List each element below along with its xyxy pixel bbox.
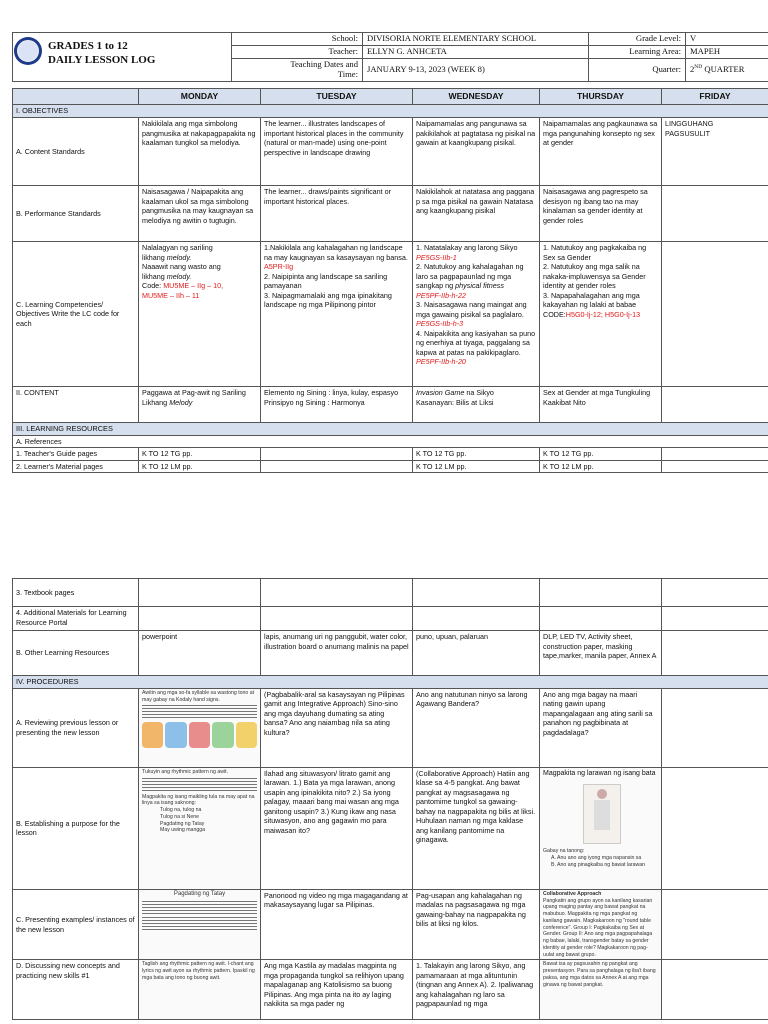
pur-monday bbox=[139, 767, 261, 889]
other-tuesday: lapis, anumang uri ng panggubit, water color, illustration board o anumang malinis na papel bbox=[261, 631, 413, 676]
lc-mon-line1: Nalalagyan ng sariling bbox=[142, 243, 213, 253]
rev-wednesday: Ano ang natutunan ninyo sa larong Agawang Bandera? bbox=[413, 688, 540, 767]
label-other-resources: B. Other Learning Resources bbox=[13, 631, 139, 676]
ex-thu-title: Collaborative Approach bbox=[543, 890, 602, 897]
pur-mon-caption2: Magpakita ng isang maikling tula na may apat na linya sa isang saknong: bbox=[142, 793, 255, 807]
rhythm-staff-icon bbox=[142, 778, 257, 792]
lc-wed-2-italic: physical fitness bbox=[455, 281, 504, 291]
label-references: A. References bbox=[13, 435, 768, 448]
ex-wednesday: Pag-usapan ang kahalagahan ng madalas na pagsasagawa ng mga gawaing-bahay na nagpapakita ng bilis at liksi ng kilos. bbox=[413, 889, 540, 960]
section-resources: III. LEARNING RESOURCES bbox=[13, 423, 768, 436]
other-wednesday: puno, upuan, palaruan bbox=[413, 631, 540, 676]
lc-wed-3: 3. Naisasagawa nang maingat ang mga gawaing pisikal sa paglalaro. bbox=[416, 300, 527, 319]
content-wed-text: na Sikyo bbox=[464, 388, 494, 398]
content-wed-1 bbox=[416, 388, 536, 398]
day-friday: FRIDAY bbox=[662, 89, 768, 105]
lc-mon-code-label: Code: bbox=[142, 281, 164, 291]
lc-thu-code bbox=[543, 310, 658, 320]
lc-thu-2: 2. Natutukoy ang mga salik na nakaka-impluwensya sa Gender identity at gender roles bbox=[543, 262, 646, 291]
tb-friday bbox=[662, 579, 768, 607]
cs-tuesday: The learner... illustrates landscapes of important historical places in the community (natural or man-made) using one-point perspective in landscape drawing bbox=[261, 118, 413, 186]
dates-label-line1: Teaching Dates and bbox=[290, 58, 358, 69]
lc-thursday bbox=[540, 242, 662, 387]
pur-tuesday: Ilahad ang situwasyon/ litrato gamit ang larawan. 1.) Bata ya mga larawan, anong usapin ang ipinakikita nito? 2.) Sa iyong palagay, maaari bang mai wasan ang mga ganitong usapin? 3.) Kung ikaw ang nasa situwasyon, ano ang gagawin mo para maiwasan ito? bbox=[261, 767, 413, 889]
label-tg: 1. Teacher's Guide pages bbox=[13, 448, 139, 461]
rev-tuesday: (Pagbabalik-aral sa kasaysayan ng Pilipinas gamit ang Integrative Approach) Sino-sino ang mga dayuhang dumating sa ating bansa? Ano ang naiambag nila sa ating kultura? bbox=[261, 688, 413, 767]
quarter-suffix: ND bbox=[694, 64, 703, 71]
label-performance-standards: B. Performance Standards bbox=[13, 186, 139, 242]
lm-tuesday bbox=[261, 460, 413, 473]
label-discussing: D. Discussing new concepts and practicing new skills #1 bbox=[13, 960, 139, 1020]
dates-label-line2: Time: bbox=[337, 68, 358, 79]
teacher-label: Teacher: bbox=[232, 45, 363, 58]
label-content: II. CONTENT bbox=[13, 387, 139, 423]
label-purpose: B. Establishing a purpose for the lesson bbox=[13, 767, 139, 889]
dates-label bbox=[232, 58, 363, 81]
lc-mon-line2-text: likhang bbox=[142, 252, 167, 262]
grade-label: Grade Level: bbox=[589, 33, 686, 46]
tg-monday: K TO 12 TG pp. bbox=[139, 448, 261, 461]
dis-mon-text: Taglish ang rhythmic pattern ng awit. I-chant ang lyrics ng awit ayon sa rhythmic pattern. Ipaskil ng mga bata ang tono ng buong awit. bbox=[142, 961, 255, 981]
dates-value: JANUARY 9-13, 2023 (WEEK 8) bbox=[363, 58, 589, 81]
content-tuesday bbox=[261, 387, 413, 423]
quarter-word: QUARTER bbox=[702, 64, 745, 75]
tb-thursday bbox=[540, 579, 662, 607]
pur-mon-caption1: Tukuyin ang rhythmic pattern ng awit. bbox=[142, 768, 229, 775]
lc-tuesday bbox=[261, 242, 413, 387]
pur-thu-q-title: Gabay na tanong: bbox=[543, 848, 585, 854]
school-label: School: bbox=[232, 33, 363, 46]
ex-thu-body: Pangkatin ang grupo ayon sa kanilang kasarian upang maging pantay ang bawat pangkat na mabubuo. Magpakita ng mga pangkat ng kanilang gawain. Magkakaroon ng "round table conference". Group I: Pagkakaiba ng Sex at Gender. Group II: Ano ang mga pagpapahalaga ng babae, lalaki, transgender batay sa gender identity at gender role? Magkakaroon ng pag-uulat ang bawat grupo. bbox=[543, 897, 653, 958]
section-objectives: I. OBJECTIVES bbox=[13, 105, 768, 118]
lc-thu-code-value: H5G0-Ij-12; H5G0-Ij-13 bbox=[565, 309, 641, 319]
ps-monday: Naisasagawa / Naipapakita ang kaalaman ukol sa mga simbolong pangmusika na may kaugnayan sa melodiya ng awitin o tugtugin. bbox=[139, 186, 261, 242]
ps-tuesday: The learner... draws/paints significant or important historical places. bbox=[261, 186, 413, 242]
ps-thursday: Naisasagawa ang pagrespeto sa desisyon ng ibang tao na may kinalaman sa gender identity at gender roles bbox=[540, 186, 662, 242]
song-staff-icon-2 bbox=[142, 917, 257, 931]
lc-tue-3: 3. Naipagmamalaki ang mga ipinakitang landscape ng mga Pilipinong pintor bbox=[264, 290, 392, 310]
content-wed-2: Kasanayan: Bilis at Liksi bbox=[416, 397, 494, 407]
add-thursday bbox=[540, 607, 662, 631]
log-title bbox=[48, 40, 155, 68]
lm-friday bbox=[662, 460, 768, 473]
add-monday bbox=[139, 607, 261, 631]
cs-monday: Nakikilala ang mga simbolong pangmusika at nakapagpapakita ng kaalaman tungkol sa melodiya. bbox=[139, 118, 261, 186]
label-reviewing: A. Reviewing previous lesson or presenting the new lesson bbox=[13, 688, 139, 767]
lc-wed-2-code: PE5PF-IIb-h-22 bbox=[416, 290, 466, 300]
label-examples: C. Presenting examples/ instances of the new lesson bbox=[13, 889, 139, 960]
lc-wed-4-code: PE5PF-IIb-h-20 bbox=[416, 357, 466, 367]
lm-wednesday: K TO 12 LM pp. bbox=[413, 460, 540, 473]
lc-mon-line4-italic: melody. bbox=[166, 271, 192, 281]
content-wednesday bbox=[413, 387, 540, 423]
tb-monday bbox=[139, 579, 261, 607]
lesson-table-part1 bbox=[12, 88, 768, 473]
pur-thursday bbox=[540, 767, 662, 889]
lc-tue-2: 2. Naipipinta ang landscape sa sariling pamayanan bbox=[264, 271, 388, 291]
rev-friday bbox=[662, 688, 768, 767]
lc-wed-1: 1. Natatalakay ang larong Sikyo bbox=[416, 243, 518, 253]
content-monday bbox=[139, 387, 261, 423]
add-wednesday bbox=[413, 607, 540, 631]
child-photo-icon bbox=[583, 784, 621, 844]
ps-friday bbox=[662, 186, 768, 242]
lc-tue-1 bbox=[264, 243, 409, 272]
lm-monday: K TO 12 LM pp. bbox=[139, 460, 261, 473]
log-title-line1: GRADES 1 to 12 bbox=[48, 40, 128, 52]
lc-mon-line2-italic: melody. bbox=[166, 252, 192, 262]
lc-mon-code-2: MU5ME – IIh – 11 bbox=[142, 290, 200, 300]
label-additional: 4. Additional Materials for Learning Resource Portal bbox=[13, 607, 139, 631]
day-tuesday: TUESDAY bbox=[261, 89, 413, 105]
poem-line-3: Pagdating ng Tatay bbox=[160, 820, 205, 827]
day-thursday: THURSDAY bbox=[540, 89, 662, 105]
ps-wednesday: Nakikilahok at natatasa ang paggana p sa mga pisikal na gawain Natatasa ang kaangkupang pisikal bbox=[413, 186, 540, 242]
quarter-label: Quarter: bbox=[589, 58, 686, 81]
tg-wednesday: K TO 12 TG pp. bbox=[413, 448, 540, 461]
cs-friday bbox=[662, 118, 768, 186]
lc-wed-2-text: 2. Natutukoy ang kahalagahan ng laro sa pagpapaunlad ng mga sangkap ng bbox=[416, 262, 524, 291]
dis-thu-text: Bawat isa ay pagsusahin ng pangkat ang presentasyon. Para sa panghalaga ng iba't ibang paksa, ang mga datos sa Annex A at ang mga ginawa ng bawat pangkat. bbox=[543, 961, 656, 988]
label-lm: 2. Learner's Material pages bbox=[13, 460, 139, 473]
poem-line-2: Tulog na si Nene bbox=[160, 813, 200, 820]
other-monday: powerpoint bbox=[139, 631, 261, 676]
tb-wednesday bbox=[413, 579, 540, 607]
day-monday: MONDAY bbox=[139, 89, 261, 105]
lc-mon-line4-text: likhang bbox=[142, 271, 167, 281]
pur-friday bbox=[662, 767, 768, 889]
quarter-number: 2 bbox=[690, 64, 695, 75]
rev-monday bbox=[139, 688, 261, 767]
lc-mon-code-1: MU5ME – IIg – 10, bbox=[163, 281, 224, 291]
add-tuesday bbox=[261, 607, 413, 631]
hand-signs-image bbox=[142, 722, 257, 748]
lc-friday bbox=[662, 242, 768, 387]
song-staff-icon bbox=[142, 901, 257, 915]
ex-thursday bbox=[540, 889, 662, 960]
ex-tuesday: Panonood ng video ng mga magagandang at makasaysayang lugar sa Pilipinas. bbox=[261, 889, 413, 960]
lc-mon-line3: Naaawit nang wasto ang bbox=[142, 262, 221, 272]
label-competencies: C. Learning Competencies/ Objectives Write the LC code for each bbox=[13, 242, 139, 387]
pur-thu-q2: B. Ano ang pinagkaiba ng bawat larawan bbox=[551, 861, 646, 868]
tg-friday bbox=[662, 448, 768, 461]
tb-tuesday bbox=[261, 579, 413, 607]
poem-line-4: May uwing mangga bbox=[160, 827, 205, 834]
rev-thursday: Ano ang mga bagay na maari nating gawin upang mapangalagaan ang ating sarili sa panahon ng pagbibinata at pagdadalaga? bbox=[540, 688, 662, 767]
other-friday bbox=[662, 631, 768, 676]
lc-wed-1-code: PE5GS-IIb-1 bbox=[416, 252, 457, 262]
content-tue-1: Elemento ng Sining : linya, kulay, espasyo bbox=[264, 388, 399, 398]
dis-tuesday: Ang mga Kastila ay madalas magpinta ng mga propaganda tungkol sa relihiyon upang mapalaganap ang Katolisismo sa buong Pilipinas. Ang mga pinta na ito ay laging nakikita sa mga pader ng bbox=[261, 960, 413, 1020]
weekly-test-line2: PAGSUSULIT bbox=[665, 128, 710, 138]
pur-thu-title: Magpakita ng larawan ng isang bata bbox=[543, 769, 656, 777]
ex-friday bbox=[662, 889, 768, 960]
area-value: MAPEH bbox=[686, 45, 768, 58]
lc-tue-1-code: A5PR-IIg bbox=[264, 262, 294, 272]
school-value: DIVISORIA NORTE ELEMENTARY SCHOOL bbox=[363, 33, 589, 46]
lm-thursday: K TO 12 LM pp. bbox=[540, 460, 662, 473]
poem-line-1: Tulog na, tulog na bbox=[160, 807, 202, 814]
dis-friday bbox=[662, 960, 768, 1020]
lc-wed-4: 4. Naipakikita ang kasiyahan sa puno ng enerhiya at tiyaga, paggalang sa kapwa at patas na pakikipaglaro. bbox=[416, 328, 536, 357]
cs-thursday: Naipamamalas ang pagkaunawa sa mga pangunahing konsepto ng sex at gender bbox=[540, 118, 662, 186]
pur-thu-q1: A. Anu ano ang iyong mga napansin sa bbox=[551, 854, 642, 861]
teacher-value: ELLYN G. ANHCETA bbox=[363, 45, 589, 58]
label-textbook: 3. Textbook pages bbox=[13, 579, 139, 607]
dis-monday bbox=[139, 960, 261, 1020]
section-procedures: IV. PROCEDURES bbox=[13, 676, 768, 689]
content-mon-text: Paggawa at Pag-awit ng Sariling Likhang bbox=[142, 388, 246, 407]
lc-thu-3: 3. Napapahalagahan ang mga kakayahan ng lalaki at babae bbox=[543, 290, 640, 310]
cs-wednesday: Naipamamalas ang pangunawa sa pakikilahok at pagtatasa ng pisikal na gawain at kaangkupang pisikal. bbox=[413, 118, 540, 186]
content-mon-italic: Melody bbox=[169, 397, 193, 407]
lc-thu-code-label: CODE: bbox=[543, 309, 566, 319]
lc-wed-2 bbox=[416, 262, 536, 291]
content-wed-italic: Invasion Game bbox=[416, 388, 465, 398]
lc-wednesday bbox=[413, 242, 540, 387]
add-friday bbox=[662, 607, 768, 631]
lc-tue-1-text: 1.Nakikilala ang kahalagahan ng landscape na may kaugnayan sa kasaysayan ng bansa. bbox=[264, 243, 408, 262]
content-friday bbox=[662, 387, 768, 423]
lc-monday bbox=[139, 242, 261, 387]
lc-thu-1: 1. Natutukoy ang pagkakaiba ng Sex sa Gender bbox=[543, 243, 647, 262]
music-staff-icon bbox=[142, 705, 257, 719]
area-label: Learning Area: bbox=[589, 45, 686, 58]
ex-mon-title: Pagdating ng Tatay bbox=[173, 890, 226, 897]
lc-mon-code bbox=[142, 281, 257, 291]
content-tue-2: Prinsipyo ng Sining : Harmonya bbox=[264, 397, 365, 407]
label-content-standards: A. Content Standards bbox=[13, 118, 139, 186]
weekly-test-line1: LINGGUHANG bbox=[665, 119, 714, 129]
corner-cell bbox=[13, 89, 139, 105]
dis-thursday bbox=[540, 960, 662, 1020]
day-wednesday: WEDNESDAY bbox=[413, 89, 540, 105]
lc-mon-line4 bbox=[142, 272, 257, 282]
other-thursday: DLP, LED TV, Activity sheet, construction paper, masking tape,marker, manila paper, Annex A bbox=[540, 631, 662, 676]
rev-mon-caption: Awitin ang mga so-fa syllable sa wastong tono at may gabay na Kodaly hand signs. bbox=[142, 689, 255, 703]
lc-wed-3-code: PE5GS-IIb-h-3 bbox=[416, 319, 464, 329]
lesson-table-part2 bbox=[12, 578, 768, 1020]
pur-wednesday: (Collaborative Approach) Hatiin ang klase sa 4-5 pangkat. Ang bawat pangkat ay magsasagawa ng pantomime tungkol sa gawaing-bahay na nagpapakita ng bilis at liksi. Huhulaan naman ng mga kaklase ang kanilang pantomime na ginagawa. bbox=[413, 767, 540, 889]
content-thursday: Sex at Gender at mga Tungkuling Kaakibat Nito bbox=[540, 387, 662, 423]
dis-wednesday: 1. Talakayin ang larong Sikyo, ang pamamaraan at mga alituntunin (tingnan ang Annex A). 2. Ipaliwanag ang kahalagahan ng laro sa pagpapaunlad ng mga bbox=[413, 960, 540, 1020]
deped-seal-icon bbox=[14, 37, 42, 65]
quarter-value bbox=[686, 58, 768, 81]
grade-value: V bbox=[686, 33, 768, 46]
tg-tuesday bbox=[261, 448, 413, 461]
lc-mon-line2 bbox=[142, 253, 257, 263]
tg-thursday: K TO 12 TG pp. bbox=[540, 448, 662, 461]
ex-monday bbox=[139, 889, 261, 960]
log-title-line2: DAILY LESSON LOG bbox=[48, 53, 156, 66]
